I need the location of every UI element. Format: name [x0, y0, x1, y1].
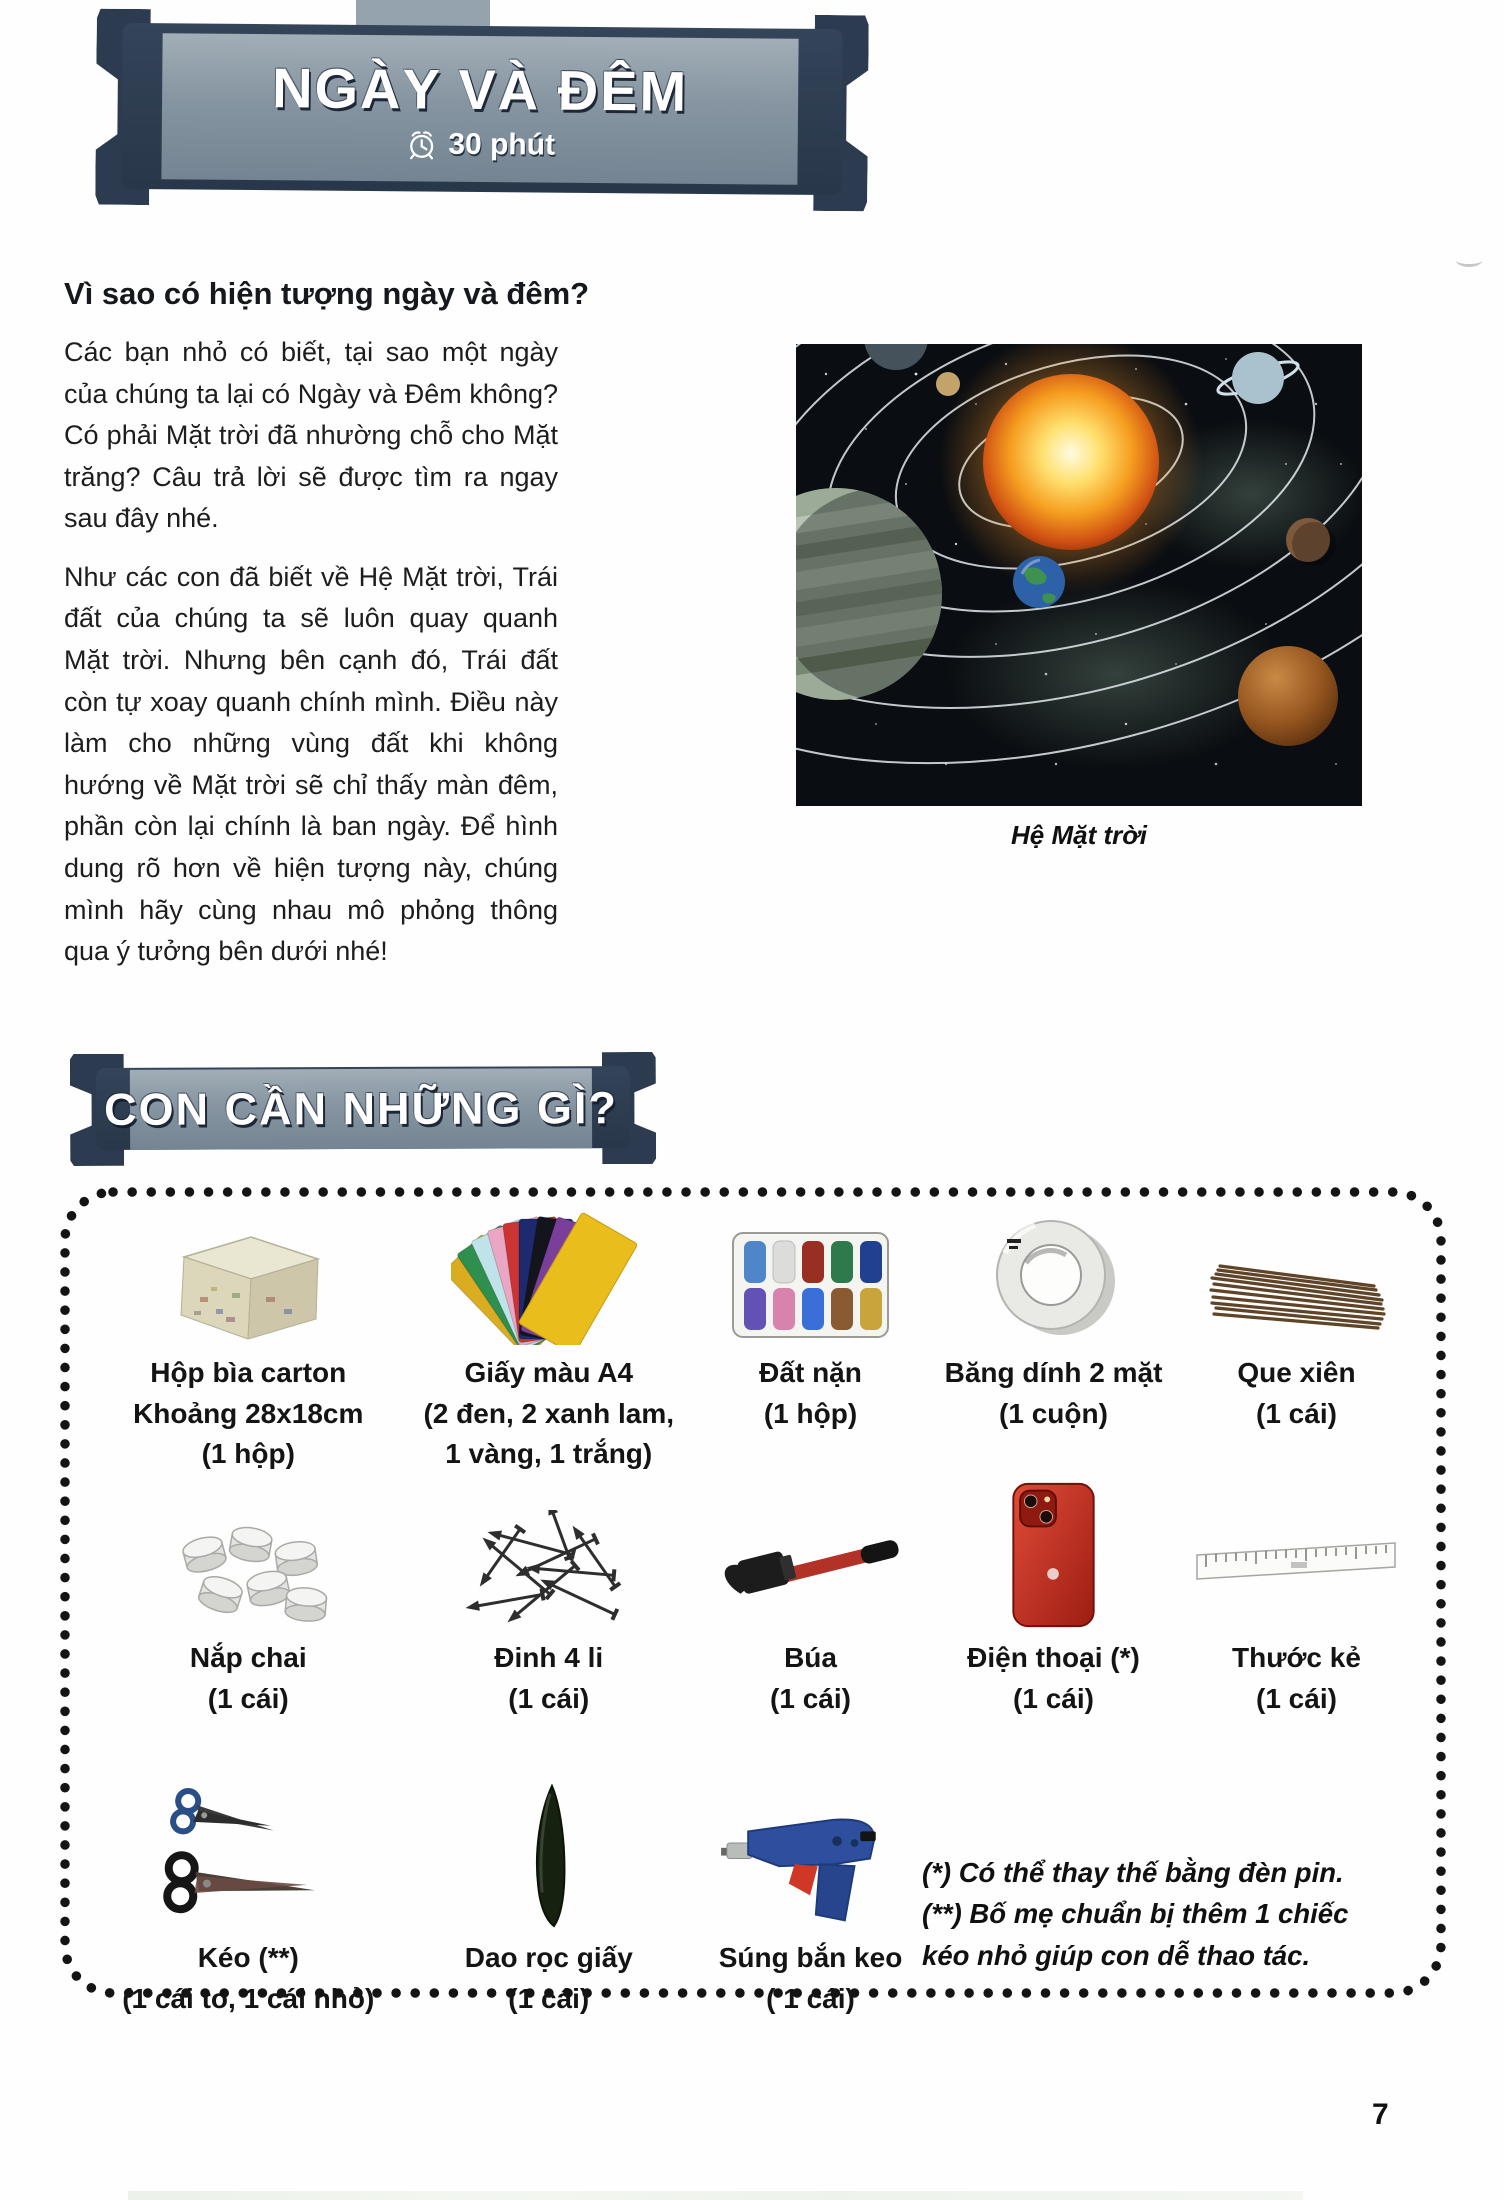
material-label: Búa (1 cái)	[770, 1642, 851, 1714]
box-cutter-icon	[514, 1782, 584, 1930]
footnote-2: (**) Bố mẹ chuẩn bị thêm 1 chiếc kéo nhỏ giúp con dễ thao tác.	[922, 1898, 1349, 1971]
section-heading: Vì sao có hiện tượng ngày và đêm?	[64, 276, 590, 311]
header-banner	[95, 9, 869, 212]
scan-edge-artifact	[128, 2191, 1303, 2200]
colored-paper-icon	[451, 1195, 646, 1345]
material-item	[399, 1484, 700, 1784]
duration-row	[404, 127, 555, 162]
material-label: Băng dính 2 mặt (1 cuộn)	[944, 1357, 1163, 1429]
ruler-icon	[1191, 1529, 1401, 1585]
material-item	[922, 1484, 1185, 1784]
material-item	[699, 1484, 922, 1784]
bottle-caps-icon	[166, 1515, 331, 1630]
material-label: Điện thoại (*) (1 cái)	[967, 1642, 1140, 1714]
material-label: Que xiên (1 cái)	[1237, 1357, 1356, 1429]
materials-banner-title: CON CẦN NHỮNG GÌ?	[104, 1082, 619, 1135]
scissors-icon	[153, 1785, 343, 1930]
materials-footnotes	[922, 1784, 1408, 2019]
material-item	[1185, 1199, 1408, 1484]
intro-section	[64, 276, 1362, 990]
double-sided-tape-icon	[979, 1213, 1129, 1345]
banner-panel	[104, 1068, 619, 1150]
material-label: Hộp bìa carton Khoảng 28x18cm (1 hộp)	[133, 1357, 364, 1470]
banner-panel	[161, 33, 798, 185]
material-label: Đinh 4 li (1 cái)	[494, 1642, 604, 1714]
material-label: Thước kẻ (1 cái)	[1232, 1642, 1361, 1714]
material-item	[399, 1784, 700, 2019]
material-item	[98, 1784, 399, 2019]
scan-artifact	[1456, 254, 1482, 267]
material-item	[399, 1199, 700, 1484]
solar-system-figure	[796, 344, 1362, 851]
intro-paragraph-1: Các bạn nhỏ có biết, tại sao một ngày của chúng ta lại có Ngày và Đêm không? Có phải Mặt trời đã nhường chỗ cho Mặt trăng? Câu trả lời sẽ được tìm ra ngay sau đây nhé.	[64, 337, 558, 534]
material-label: Súng bắn keo ( 1 cái)	[718, 1942, 903, 2014]
nails-icon	[456, 1510, 641, 1630]
material-label: Kéo (**) (1 cái to, 1 cái nhỏ)	[122, 1942, 375, 2014]
material-label: Nắp chai (1 cái)	[189, 1642, 307, 1714]
solar-system-image	[796, 344, 1362, 806]
carton-box-icon	[156, 1217, 341, 1345]
page-number: 7	[1372, 2098, 1389, 2131]
material-label: Đất nặn (1 hộp)	[759, 1357, 862, 1429]
material-item	[699, 1199, 922, 1484]
hammer-icon	[711, 1500, 911, 1630]
intro-paragraph-2: Như các con đã biết về Hệ Mặt trời, Trái đất của chúng ta sẽ luôn quay quanh Mặt trời. Nhưng bên cạnh đó, Trái đất còn tự xoay quanh chính mình. Điều này làm cho những vùng đất khi không hướng về Mặt trời sẽ chỉ thấy màn đêm, phần còn lại chính là ban ngày. Để hình dung rõ hơn về hiện tượng này, chúng mình hãy cùng nhau mô phỏng thông qua ý tưởng bên dưới nhé!	[64, 561, 558, 967]
lesson-title: NGÀY VÀ ĐÊM	[271, 55, 689, 123]
material-item	[98, 1484, 399, 1784]
footnote-1: (*) Có thể thay thế bằng đèn pin.	[922, 1857, 1344, 1888]
material-item	[98, 1199, 399, 1484]
glue-gun-icon	[716, 1785, 906, 1930]
material-item	[1185, 1484, 1408, 1784]
material-label: Giấy màu A4 (2 đen, 2 xanh lam, 1 vàng, 1 trắng)	[423, 1357, 675, 1470]
materials-banner	[70, 1052, 656, 1166]
modeling-clay-icon	[728, 1225, 893, 1345]
phone-icon	[1006, 1480, 1101, 1630]
material-item	[699, 1784, 922, 2019]
duration-label: 30 phút	[448, 127, 556, 162]
material-item	[922, 1199, 1185, 1484]
alarm-clock-icon	[404, 127, 438, 161]
materials-box	[58, 1185, 1448, 2014]
skewer-sticks-icon	[1204, 1240, 1389, 1345]
figure-caption: Hệ Mặt trời	[1011, 820, 1147, 850]
material-label: Dao rọc giấy (1 cái)	[464, 1942, 633, 2014]
